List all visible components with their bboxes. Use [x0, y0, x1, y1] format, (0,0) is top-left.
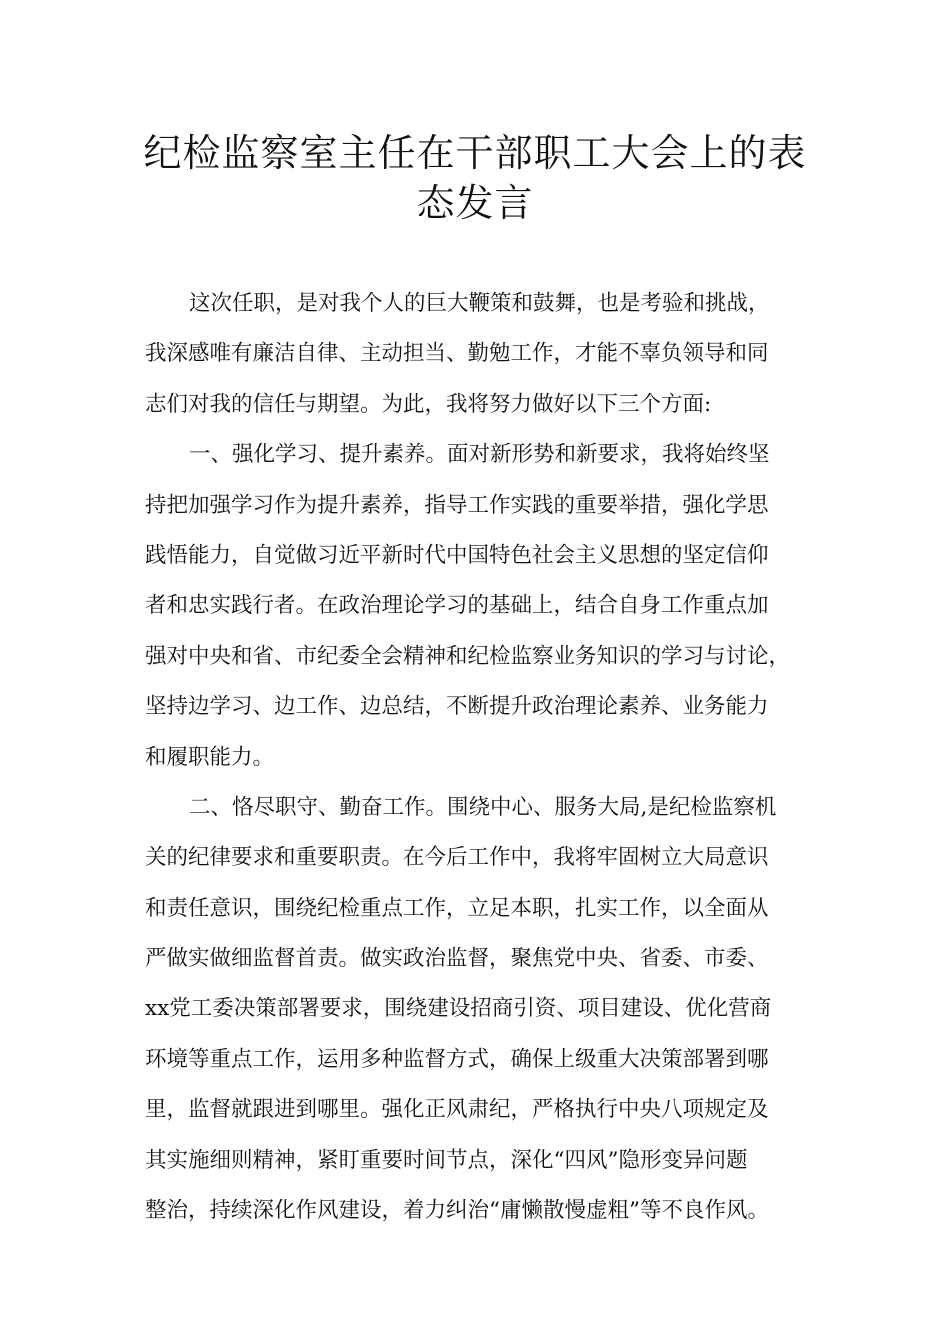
text-line: 和责任意识，围绕纪检重点工作，立足本职，扎实工作，以全面从	[145, 895, 769, 921]
document-body	[145, 279, 821, 1236]
text-line: 整治，持续深化作风建设，着力纠治“庸懒散慢虚粗”等不良作风。	[145, 1198, 769, 1224]
text-line: 环境等重点工作，运用多种监督方式，确保上级重大决策部署到哪	[145, 1046, 769, 1072]
paragraph-point-two	[145, 783, 821, 1237]
text-line: 我深感唯有廉洁自律、主动担当、勤勉工作，才能不辜负领导和同	[145, 341, 769, 367]
text-line: 者和忠实践行者。在政治理论学习的基础上，结合自身工作重点加	[145, 593, 769, 619]
text-line: 坚持边学习、边工作、边总结，不断提升政治理论素养、业务能力	[145, 694, 769, 720]
paragraph-intro	[145, 279, 821, 430]
text-line: 关的纪律要求和重要职责。在今后工作中，我将牢固树立大局意识	[145, 845, 769, 871]
paragraph-point-one	[145, 430, 821, 783]
text-line: xx党工委决策部署要求，围绕建设招商引资、项目建设、优化营商	[145, 996, 772, 1022]
text-line: 强对中央和省、市纪委全会精神和纪检监察业务知识的学习与讨论，	[145, 643, 791, 669]
text-line: 其实施细则精神，紧盯重要时间节点，深化“四风”隐形变异问题	[145, 1147, 748, 1173]
text-line: 持把加强学习作为提升素养，指导工作实践的重要举措，强化学思	[145, 492, 769, 518]
text-line: 践悟能力，自觉做习近平新时代中国特色社会主义思想的坚定信仰	[145, 542, 769, 568]
text-line: 一、强化学习、提升素养。面对新形势和新要求，我将始终坚	[189, 442, 770, 468]
text-line: 严做实做细监督首责。做实政治监督，聚焦党中央、省委、市委、	[145, 946, 769, 972]
text-line: 和履职能力。	[145, 744, 275, 770]
text-line: 里，监督就跟进到哪里。强化正风肃纪，严格执行中央八项规定及	[145, 1097, 769, 1123]
text-line: 志们对我的信任与期望。为此，我将努力做好以下三个方面:	[145, 391, 712, 417]
document-title	[120, 128, 830, 228]
text-line: 二、恪尽职守、勤奋工作。围绕中心、服务大局,是纪检监察机	[189, 794, 777, 820]
title-line: 纪检监察室主任在干部职工大会上的表	[143, 131, 807, 175]
title-line: 态发言	[416, 181, 534, 225]
text-line: 这次任职，是对我个人的巨大鞭策和鼓舞，也是考验和挑战，	[189, 291, 770, 316]
